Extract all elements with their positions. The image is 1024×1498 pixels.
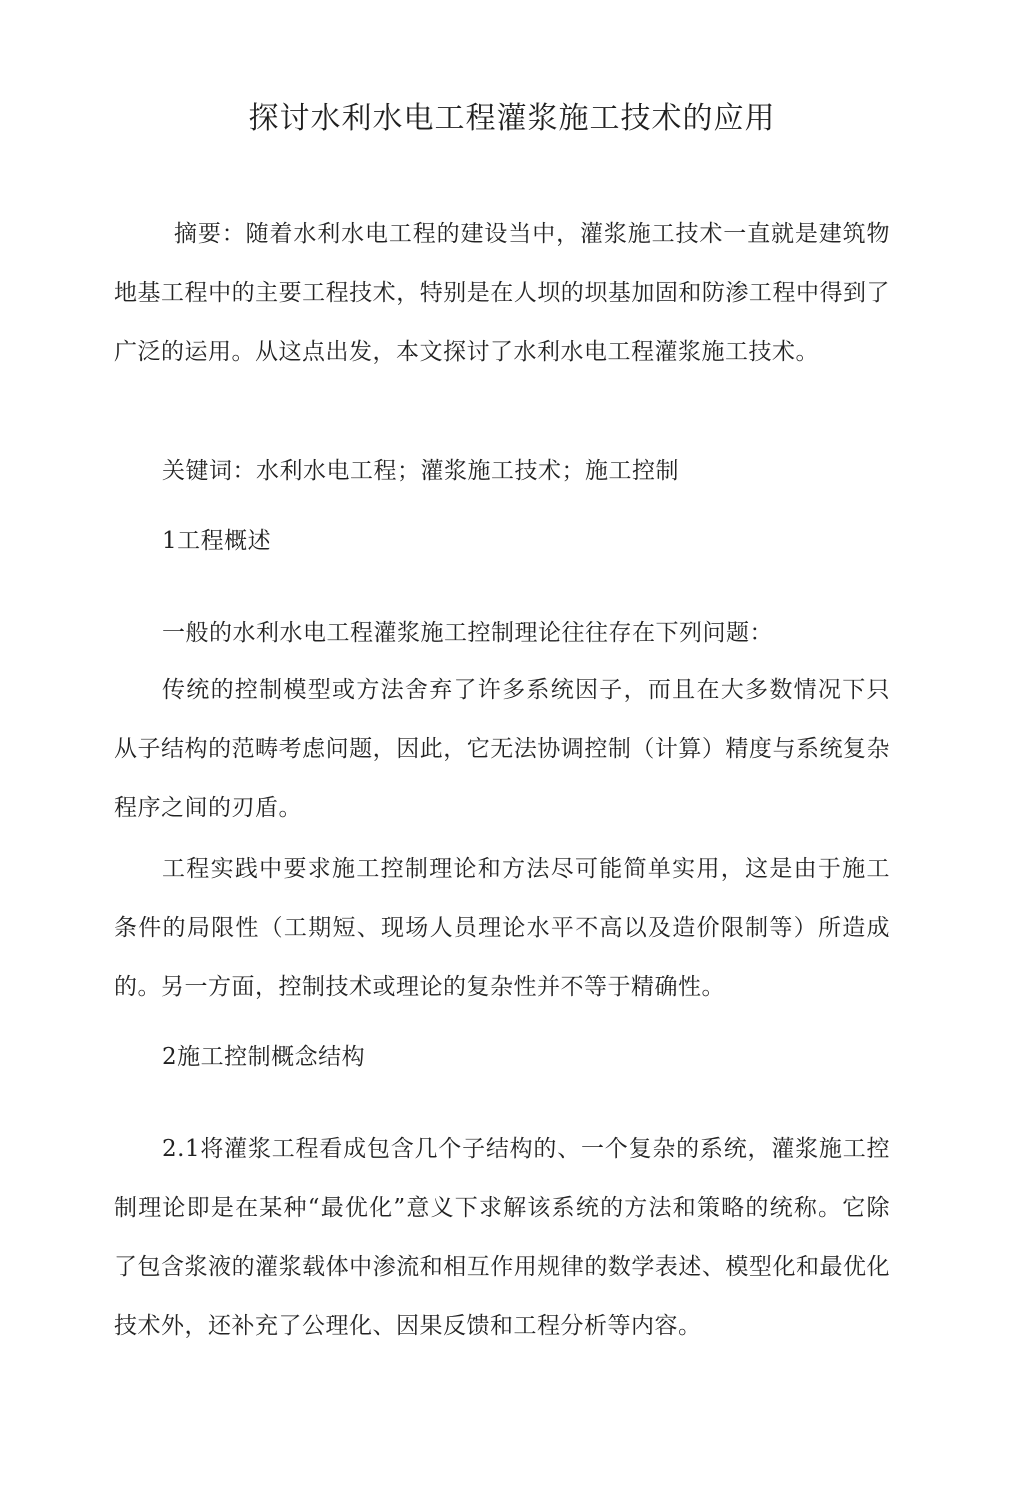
abstract-paragraph: 摘要：随着水利水电工程的建设当中，灌浆施工技术一直就是建筑物地基工程中的主要工程技术，特别是在人坝的坝基加固和防渗工程中得到了广泛的运用。从这点出发，本文探讨了水利水电工程灌浆施工技术。 — [114, 221, 890, 365]
section-1-heading: 1工程概述 — [162, 528, 272, 554]
section-1-paragraph-1: 传统的控制模型或方法舍弃了许多系统因子，而且在大多数情况下只从子结构的范畴考虑问题，因此，它无法协调控制（计算）精度与系统复杂程序之间的刃盾。 — [114, 677, 890, 821]
keywords-line: 关键词：水利水电工程；灌浆施工技术；施工控制 — [162, 458, 679, 484]
section-1-paragraph-2: 工程实践中要求施工控制理论和方法尽可能简单实用，这是由于施工条件的局限性（工期短、现场人员理论水平不高以及造价限制等）所造成的。另一方面，控制技术或理论的复杂性并不等于精确性。 — [114, 856, 890, 1000]
section-2-paragraph-1: 2.1将灌浆工程看成包含几个子结构的、一个复杂的系统，灌浆施工控制理论即是在某种“最优化”意义下求解该系统的方法和策略的统称。它除了包含浆液的灌浆载体中渗流和相互作用规律的数学表述、模型化和最优化技术外，还补充了公理化、因果反馈和工程分析等内容。 — [114, 1136, 890, 1339]
section-1-intro: 一般的水利水电工程灌浆施工控制理论往往存在下列问题： — [162, 620, 773, 646]
document-title: 探讨水利水电工程灌浆施工技术的应用 — [248, 101, 776, 136]
section-2-heading: 2施工控制概念结构 — [162, 1044, 366, 1070]
